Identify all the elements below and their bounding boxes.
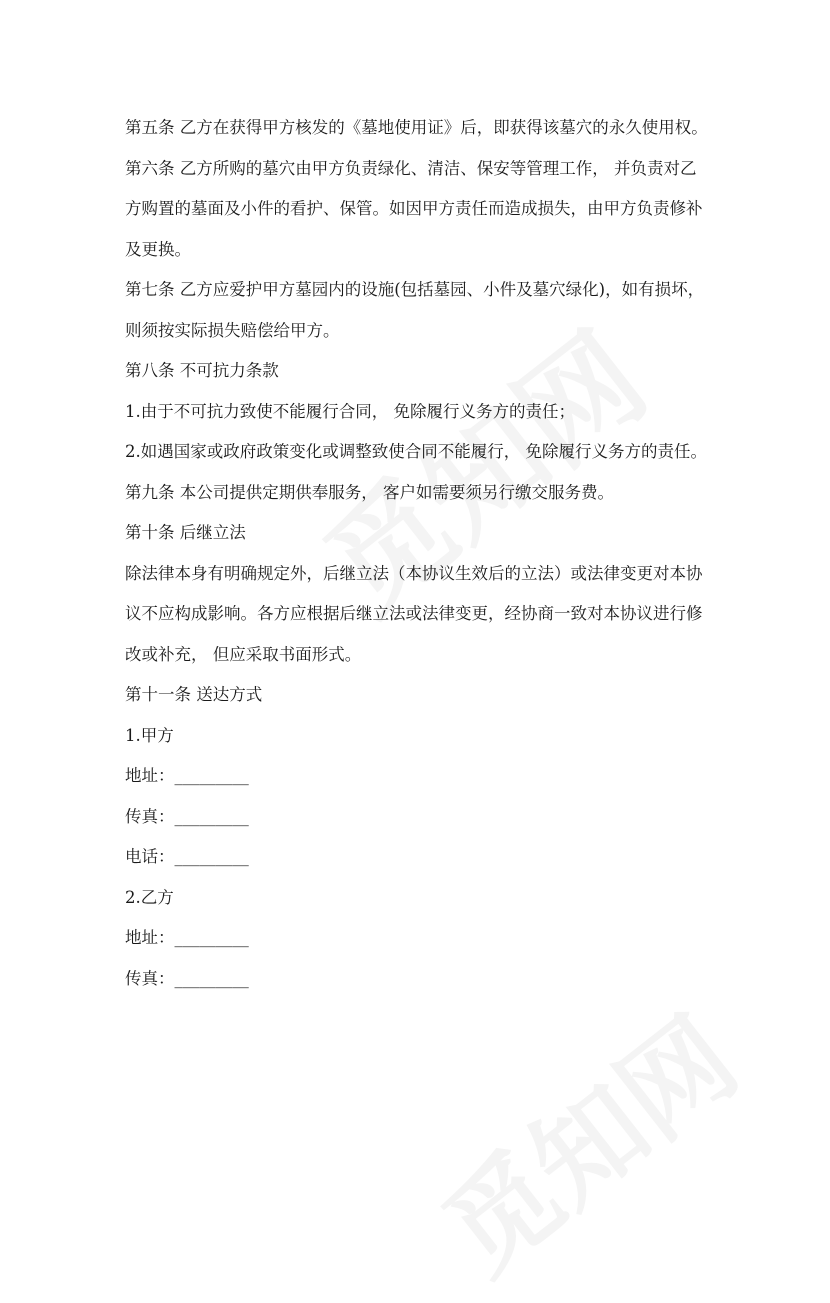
clause-9: 第九条 本公司提供定期供奉服务， 客户如需要须另行缴交服务费。 [125,482,614,502]
clause-8-heading: 第八条 不可抗力条款 [125,361,279,380]
party-a-address: 地址：_________ [125,766,249,785]
clause-8-item-2: 2.如遇国家或政府政策变化或调整致使合同不能履行， 免除履行义务方的责任。 [125,442,707,461]
party-a-phone: 电话：_________ [125,847,249,866]
party-a-fax: 传真：_________ [125,806,249,826]
document-body [125,108,715,999]
party-b-fax: 传真：_________ [125,968,249,988]
clause-10-heading: 第十条 后继立法 [125,523,246,542]
clause-7-line-1: 第七条 乙方应爱护甲方墓园内的设施(包括墓园、小件及墓穴绿化)，如有损坏， [125,280,705,299]
party-b-heading: 2.乙方 [125,887,174,907]
clause-7-line-2: 则须按实际损失赔偿给甲方。 [125,320,340,340]
clause-10-line-2: 议不应构成影响。各方应根据后继立法或法律变更，经协商一致对本协议进行修 [125,604,703,623]
clause-5: 第五条 乙方在获得甲方核发的《墓地使用证》后，即获得该墓穴的永久使用权。 [125,118,708,137]
clause-10-line-1: 除法律本身有明确规定外，后继立法（本协议生效后的立法）或法律变更对本协 [125,563,703,583]
party-b-address: 地址：_________ [125,928,249,947]
clause-6-line-2: 方购置的墓面及小件的看护、保管。如因甲方责任而造成损失，由甲方负责修补 [125,199,703,218]
clause-6-line-3: 及更换。 [125,239,191,259]
clause-6-line-1: 第六条 乙方所购的墓穴由甲方负责绿化、清洁、保安等管理工作， 并负责对乙 [125,158,697,178]
clause-8-item-1: 1.由于不可抗力致使不能履行合同， 免除履行义务方的责任； [125,401,575,421]
watermark [406,975,763,1303]
clause-10-line-3: 改或补充， 但应采取书面形式。 [125,644,362,664]
party-a-heading: 1.甲方 [125,725,174,745]
clause-11-heading: 第十一条 送达方式 [125,685,263,704]
